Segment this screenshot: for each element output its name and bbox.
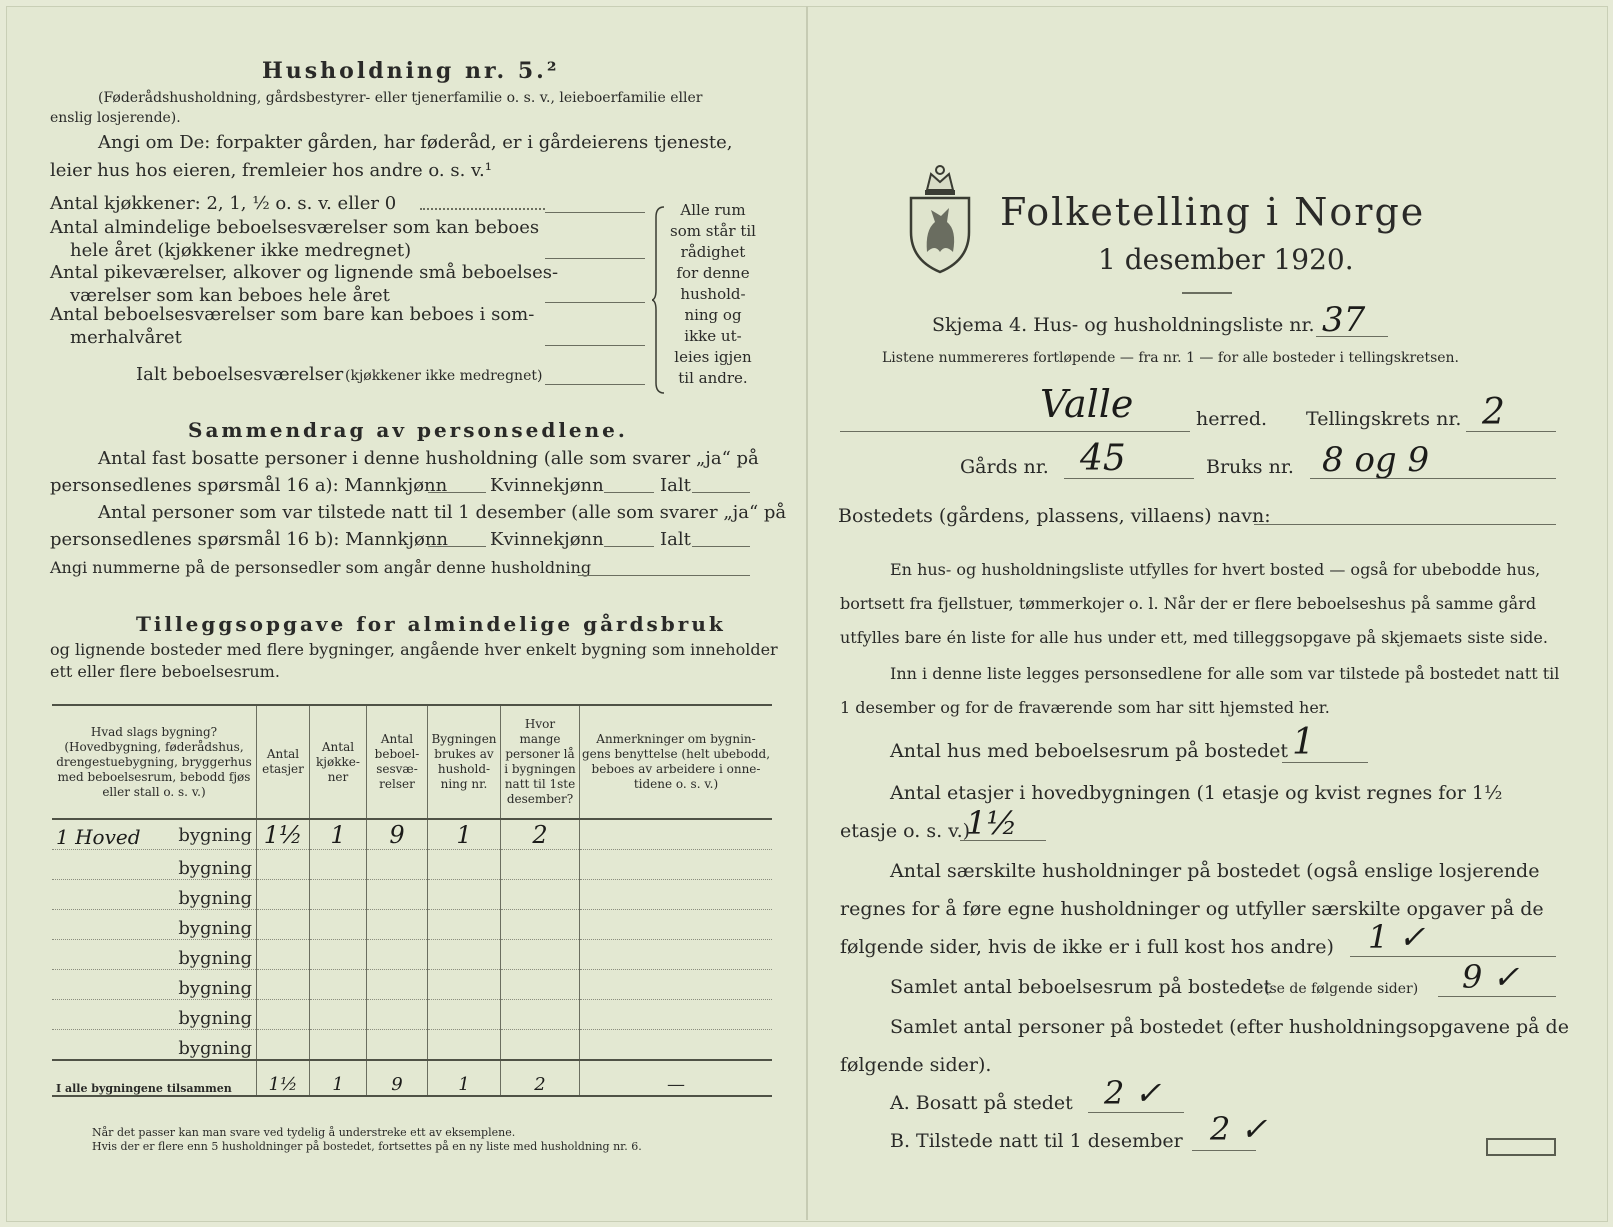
ordinary-rooms-answer-line[interactable] <box>545 258 645 259</box>
row-rooms[interactable]: 9 <box>367 819 428 850</box>
page-fold <box>806 6 808 1220</box>
building-word: bygning <box>178 825 252 846</box>
building-row <box>52 1030 772 1061</box>
row-building-type[interactable] <box>52 970 257 1000</box>
side-note-line: hushold- <box>680 285 746 303</box>
maid-rooms-label-2: værelser som kan beboes hele året <box>70 285 390 306</box>
row-household[interactable] <box>428 850 501 880</box>
farm-supplement-sub1: og lignende bosteder med flere bygninger, angående hver enkelt bygning som inneholder <box>50 640 778 659</box>
fixed-female-line[interactable] <box>604 492 654 493</box>
fixed-female-label: Kvinnekjønn <box>490 475 604 496</box>
angi-line2: leier hus hos eieren, fremleier hos andre o. s. v.¹ <box>50 160 492 181</box>
household-title: Husholdning nr. 5.² <box>262 58 560 84</box>
row-rooms[interactable] <box>367 1000 428 1030</box>
buildings-table-header <box>52 705 772 819</box>
kitchens-dots <box>420 208 545 210</box>
present-male-line[interactable] <box>428 546 486 547</box>
instructions-line1: En hus- og husholdningsliste utfylles for hvert bosted — også for ubebodde hus, <box>890 560 1541 579</box>
row-kitchens[interactable] <box>310 940 367 970</box>
buildings-table <box>52 704 772 1097</box>
instructions-line5: 1 desember og for de fraværende som har sitt hjemsted her. <box>840 698 1330 717</box>
q-households-label1: Antal særskilte husholdninger på bostedet (også enslige losjerende <box>890 860 1540 882</box>
row-kitchens[interactable] <box>310 850 367 880</box>
building-word: bygning <box>178 1038 252 1059</box>
q-households-answer[interactable]: 1 ✓ <box>1368 918 1426 956</box>
row-persons[interactable] <box>501 850 580 880</box>
row-building-type[interactable] <box>52 819 257 850</box>
rooms-side-note <box>668 200 758 389</box>
row-building-type[interactable] <box>52 1030 257 1061</box>
fixed-residents-line1: Antal fast bosatte personer i denne husholdning (alle som svarer „ja“ på <box>98 448 759 469</box>
row-building-type[interactable] <box>52 1000 257 1030</box>
row-rooms[interactable] <box>367 1030 428 1061</box>
row-rooms[interactable] <box>367 940 428 970</box>
row-kitchens[interactable] <box>310 970 367 1000</box>
norway-coat-of-arms-icon <box>905 160 975 278</box>
row-rooms[interactable] <box>367 880 428 910</box>
row-kitchens[interactable] <box>310 910 367 940</box>
col-remarks: Anmerkninger om bygnin-gens benyttelse (helt ubebodd, beboes av arbeidere i onne-tidene o. s. v.) <box>580 705 773 819</box>
side-note-line: til andre. <box>678 369 748 387</box>
footnote-2: Hvis der er flere enn 5 husholdninger på bostedet, fortsettes på en ny liste med husholdning nr. 6. <box>92 1140 642 1153</box>
row-persons[interactable]: 2 <box>501 819 580 850</box>
total-label: I alle bygningene tilsammen <box>52 1060 257 1096</box>
present-persons-line1: Antal personer som var tilstede natt til 1 desember (alle som svarer „ja“ på <box>98 502 787 523</box>
row-remarks[interactable] <box>580 1030 773 1061</box>
row-floors[interactable] <box>257 910 310 940</box>
bruks-label: Bruks nr. <box>1206 456 1294 478</box>
farm-supplement-title: Tilleggsopgave for almindelige gårdsbruk <box>136 612 726 636</box>
row-kitchens[interactable] <box>310 880 367 910</box>
building-row <box>52 1000 772 1030</box>
instructions-line4: Inn i denne liste legges personsedlene for alle som var tilstede på bostedet natt til <box>890 664 1560 683</box>
q-rooms-note: (se de følgende sider) <box>1264 981 1419 997</box>
fixed-total-line[interactable] <box>692 492 750 493</box>
q-persons-label1: Samlet antal personer på bostedet (efter husholdningsopgavene på de <box>890 1016 1569 1038</box>
row-household[interactable] <box>428 1000 501 1030</box>
present-persons-line2: personsedlenes spørsmål 16 b): Mannkjønn <box>50 529 449 550</box>
row-rooms[interactable] <box>367 850 428 880</box>
building-row <box>52 910 772 940</box>
fixed-male-line[interactable] <box>428 492 486 493</box>
q-floors-label2: etasje o. s. v.) <box>840 820 971 842</box>
building-row <box>52 850 772 880</box>
herred-label: herred. <box>1196 408 1268 430</box>
row-remarks[interactable] <box>580 880 773 910</box>
side-note-line: som står til <box>670 222 756 240</box>
building-type-handwritten: 1 Hoved <box>56 825 141 849</box>
bruks-line <box>1310 478 1556 479</box>
col-building-type: Hvad slags bygning? (Hovedbygning, føderådshus, drengestuebygning, bryggerhus med beboelsesrum, bebodd fjøs eller stall o. s. v.) <box>52 705 257 819</box>
bosatt-line <box>1088 1112 1184 1113</box>
row-floors[interactable] <box>257 1000 310 1030</box>
side-note-line: ikke ut- <box>684 327 742 345</box>
numbers-answer-line[interactable] <box>578 575 750 576</box>
building-word: bygning <box>178 978 252 999</box>
gards-value[interactable]: 45 <box>1080 438 1126 479</box>
numbering-note: Listene nummereres fortløpende — fra nr. 1 — for alle bosteder i tellingskretsen. <box>882 350 1460 366</box>
farm-supplement-sub2: ett eller flere beboelsesrum. <box>50 662 280 681</box>
q-households-label3: følgende sider, hvis de ikke er i full kost hos andre) <box>840 936 1334 958</box>
side-note-line: leies igjen <box>674 348 752 366</box>
row-persons[interactable] <box>501 910 580 940</box>
gards-label: Gårds nr. <box>960 456 1049 478</box>
schema-number[interactable]: 37 <box>1322 300 1366 340</box>
col-household-nr: Bygningen brukes av hushold-ning nr. <box>428 705 501 819</box>
fixed-total-label: Ialt <box>660 475 691 496</box>
building-row <box>52 880 772 910</box>
building-word: bygning <box>178 1008 252 1029</box>
tilstede-label: B. Tilstede natt til 1 desember <box>890 1130 1183 1152</box>
tellingskrets-line <box>1466 431 1556 432</box>
summer-rooms-answer-line[interactable] <box>545 345 645 346</box>
present-total-line[interactable] <box>692 546 750 547</box>
row-remarks[interactable] <box>580 1000 773 1030</box>
total-rooms[interactable]: 9 <box>367 1060 428 1096</box>
present-female-label: Kvinnekjønn <box>490 529 604 550</box>
row-persons[interactable] <box>501 1000 580 1030</box>
row-rooms[interactable] <box>367 970 428 1000</box>
q-rooms-label: Samlet antal beboelsesrum på bostedet <box>890 976 1272 998</box>
summary-title: Sammendrag av personsedlene. <box>188 418 628 442</box>
total-remarks[interactable]: — <box>580 1060 773 1096</box>
q-rooms-line <box>1438 996 1556 997</box>
bruks-value[interactable]: 8 og 9 <box>1322 440 1430 480</box>
brace-icon <box>652 205 668 395</box>
tellingskrets-value[interactable]: 2 <box>1482 392 1505 433</box>
herred-line <box>840 431 1190 432</box>
row-building-type[interactable] <box>52 940 257 970</box>
row-household[interactable] <box>428 910 501 940</box>
total-rooms-note: (kjøkkener ikke medregnet) <box>345 368 543 384</box>
summer-rooms-label-1: Antal beboelsesværelser som bare kan beboes i som- <box>50 304 535 325</box>
side-note-line: ning og <box>684 306 742 324</box>
side-note-line: rådighet <box>680 243 746 261</box>
instructions-line2: bortsett fra fjellstuer, tømmerkojer o. l. Når der er flere beboelseshus på samme gård <box>840 594 1537 613</box>
bosatt-value[interactable]: 2 ✓ <box>1104 1074 1162 1112</box>
row-household[interactable] <box>428 880 501 910</box>
maid-rooms-label-1: Antal pikeværelser, alkover og lignende små beboelses- <box>50 262 559 283</box>
row-household[interactable] <box>428 970 501 1000</box>
census-title: Folketelling i Norge <box>1000 190 1426 234</box>
summer-rooms-label-2: merhalvåret <box>70 327 182 348</box>
side-note-line: Alle rum <box>680 201 746 219</box>
row-kitchens[interactable] <box>310 1000 367 1030</box>
total-household[interactable]: 1 <box>428 1060 501 1096</box>
row-remarks[interactable] <box>580 819 773 850</box>
printer-stamp <box>1486 1138 1556 1156</box>
col-persons: Hvor mange personer lå i bygningen natt til 1ste desember? <box>501 705 580 819</box>
total-rooms-answer-line[interactable] <box>545 384 645 385</box>
row-kitchens[interactable] <box>310 1030 367 1061</box>
herred-value[interactable]: Valle <box>1040 382 1134 426</box>
tilstede-line <box>1192 1150 1256 1151</box>
q-houses-line <box>1282 762 1368 763</box>
row-floors[interactable] <box>257 970 310 1000</box>
instructions-line3: utfylles bare én liste for alle hus under ett, med tilleggsopgave på skjemaets siste side. <box>840 628 1548 647</box>
bosted-label: Bostedets (gårdens, plassens, villaens) navn: <box>838 505 1271 527</box>
total-kitchens[interactable]: 1 <box>310 1060 367 1096</box>
col-floors: Antal etasjer <box>257 705 310 819</box>
tilstede-value[interactable]: 2 ✓ <box>1210 1110 1268 1148</box>
side-note-line: for denne <box>676 264 750 282</box>
ordinary-rooms-label-2: hele året (kjøkkener ikke medregnet) <box>70 240 412 261</box>
row-kitchens[interactable]: 1 <box>310 819 367 850</box>
schema-label: Skjema 4. Hus- og husholdningsliste nr. <box>932 314 1315 336</box>
row-persons[interactable] <box>501 880 580 910</box>
maid-rooms-answer-line[interactable] <box>545 302 645 303</box>
household-intro-line1: (Føderådshusholdning, gårdsbestyrer- eller tjenerfamilie o. s. v., leieboerfamilie eller <box>98 90 703 106</box>
row-building-type[interactable] <box>52 850 257 880</box>
q-houses-label: Antal hus med beboelsesrum på bostedet <box>890 740 1289 762</box>
kitchens-label: Antal kjøkkener: 2, 1, ½ o. s. v. eller 0 <box>50 193 397 214</box>
present-female-line[interactable] <box>604 546 654 547</box>
row-remarks[interactable] <box>580 940 773 970</box>
q-floors-answer[interactable]: 1½ <box>966 804 1018 842</box>
total-rooms-label: Ialt beboelsesværelser <box>136 364 344 385</box>
row-remarks[interactable] <box>580 850 773 880</box>
q-households-label2: regnes for å føre egne husholdninger og utfyller særskilte opgaver på de <box>840 898 1544 920</box>
total-floors[interactable]: 1½ <box>257 1060 310 1096</box>
row-building-type[interactable] <box>52 910 257 940</box>
row-floors[interactable] <box>257 1030 310 1061</box>
household-intro-line2: enslig losjerende). <box>50 110 181 126</box>
ordinary-rooms-label-1: Antal almindelige beboelsesværelser som kan beboes <box>50 217 540 238</box>
col-rooms: Antal beboel-sesvæ-relser <box>367 705 428 819</box>
row-persons[interactable] <box>501 970 580 1000</box>
census-date: 1 desember 1920. <box>1098 243 1354 276</box>
building-word: bygning <box>178 888 252 909</box>
q-households-line <box>1350 956 1556 957</box>
row-floors[interactable] <box>257 850 310 880</box>
building-word: bygning <box>178 858 252 879</box>
buildings-total-row <box>52 1060 772 1096</box>
col-kitchens: Antal kjøkke-ner <box>310 705 367 819</box>
q-floors-label1: Antal etasjer i hovedbygningen (1 etasje og kvist regnes for 1½ <box>890 782 1503 804</box>
footnote-1: Når det passer kan man svare ved tydelig å understreke ett av eksemplene. <box>92 1126 516 1139</box>
q-houses-answer[interactable]: 1 <box>1292 722 1315 763</box>
numbers-label: Angi nummerne på de personsedler som angår denne husholdning <box>50 558 592 577</box>
building-word: bygning <box>178 948 252 969</box>
building-word: bygning <box>178 918 252 939</box>
q-persons-label2: følgende sider). <box>840 1054 992 1076</box>
row-persons[interactable] <box>501 940 580 970</box>
q-rooms-answer[interactable]: 9 ✓ <box>1462 958 1520 996</box>
bosatt-label: A. Bosatt på stedet <box>890 1092 1073 1114</box>
fixed-residents-line2: personsedlenes spørsmål 16 a): Mannkjønn <box>50 475 448 496</box>
row-household[interactable]: 1 <box>428 819 501 850</box>
row-remarks[interactable] <box>580 910 773 940</box>
tellingskrets-label: Tellingskrets nr. <box>1306 408 1462 430</box>
angi-line1: Angi om De: forpakter gården, har føderåd, er i gårdeierens tjeneste, <box>98 132 733 153</box>
schema-number-line <box>1316 336 1388 337</box>
q-floors-line <box>960 840 1046 841</box>
row-remarks[interactable] <box>580 970 773 1000</box>
row-floors[interactable] <box>257 880 310 910</box>
row-persons[interactable] <box>501 1030 580 1061</box>
present-total-label: Ialt <box>660 529 691 550</box>
bosted-line[interactable] <box>1254 524 1556 525</box>
row-rooms[interactable] <box>367 910 428 940</box>
gards-line <box>1064 478 1194 479</box>
building-row <box>52 970 772 1000</box>
row-building-type[interactable] <box>52 880 257 910</box>
row-floors[interactable] <box>257 940 310 970</box>
row-household[interactable] <box>428 940 501 970</box>
kitchens-answer-line[interactable] <box>545 212 645 213</box>
total-persons[interactable]: 2 <box>501 1060 580 1096</box>
building-row <box>52 819 772 850</box>
row-floors[interactable]: 1½ <box>257 819 310 850</box>
title-rule <box>1182 292 1232 294</box>
building-row <box>52 940 772 970</box>
row-household[interactable] <box>428 1030 501 1061</box>
